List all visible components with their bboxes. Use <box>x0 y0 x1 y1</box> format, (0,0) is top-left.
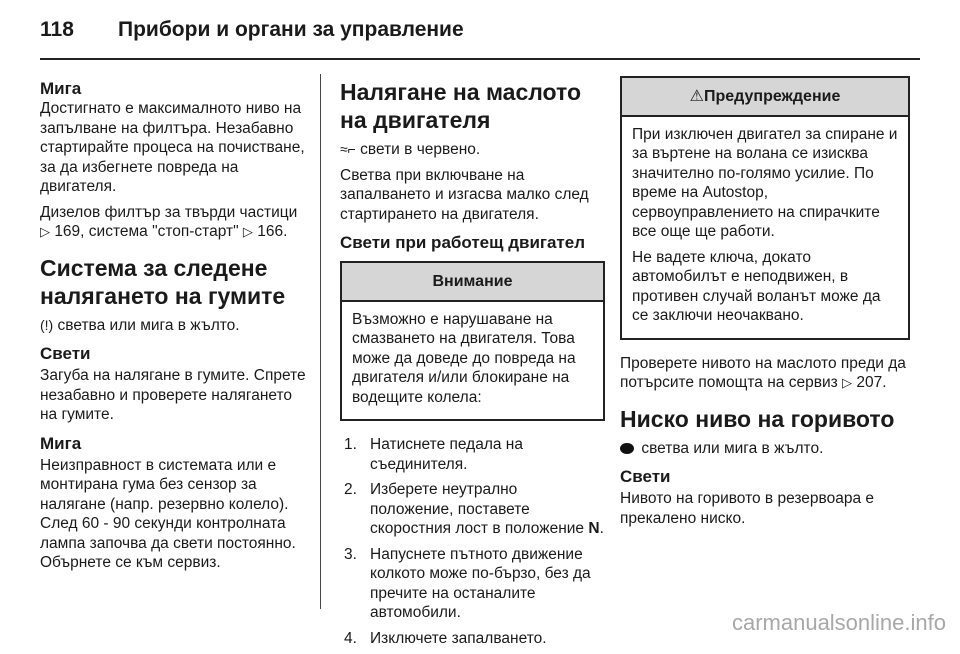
page-ref-arrow-icon: ▷ <box>842 375 853 390</box>
blink2-text: Неизправност в системата или е монтирана гума без сензор за налягане (напр. резервно колело). След 60 - 90 секунди контролната лампа започва да свети постоянно. Обърнете се към сервиз. <box>40 456 296 571</box>
oil-intro: ≈⌐ свети в червено. <box>340 141 481 158</box>
lit-text: Загуба на налягане в гумите. Спрете незабавно и проверете налягането на гумите. <box>40 367 306 423</box>
dpf-reference: Дизелов филтър за твърди частици ▷ 169, система "стоп-старт" ▷ 166. <box>40 203 298 240</box>
list-item: 3. Напуснете пътното движение колкото може по-бързо, без да пречите на останалите автомобили. <box>344 545 591 621</box>
fuel-intro: светва или мига в жълто. <box>620 439 910 459</box>
page-ref-arrow-icon: ▷ <box>242 224 253 239</box>
fuel-indicator-icon <box>620 443 634 454</box>
notice-text: Възможно е нарушаване на смазването на двигателя. Това може да доведе до повреда на двигателя и/или блокиране на водещите колела: <box>352 310 576 406</box>
warning-text-2: Не вадете ключа, докато автомобилът е неподвижен, в противен случай воланът може да се заключи неочаквано. <box>632 248 881 324</box>
page-number: 118 <box>40 18 74 41</box>
page-header <box>40 14 920 60</box>
warning-icon: ⚠ <box>689 88 704 105</box>
fuel-lit-heading: Свети <box>620 467 671 486</box>
list-item: 4. Изключете запалването. <box>344 629 547 647</box>
steps-list <box>340 435 605 648</box>
tpms-heading: Система за следене налягането на гумите <box>40 254 286 309</box>
column-middle <box>340 78 605 654</box>
column-divider <box>320 74 321 609</box>
list-item: 1. Натиснете педала на съединителя. <box>344 436 523 473</box>
tire-pressure-icon: (!) <box>40 316 54 333</box>
blink-heading: Мига <box>40 79 82 98</box>
fuel-heading: Ниско ниво на горивото <box>620 405 895 432</box>
fuel-lit-text: Нивото на горивото в резервоара е прекалено ниско. <box>620 490 875 527</box>
watermark: carmanualsonline.info <box>731 610 946 635</box>
running-heading: Свети при работещ двигател <box>340 233 586 252</box>
oil-heading: Налягане на маслото на двигателя <box>340 79 582 133</box>
blink-text: Достигнато е максималното ниво на запълване на филтъра. Незабавно стартирайте процеса на почистване, за да избегнете повреда на двигателя. <box>40 100 305 195</box>
oil-text: Светва при включване на запалването и изгасва малко след стартирането на двигателя. <box>340 166 589 223</box>
warning-text-1: При изключен двигател за спиране и за въртене на волана се изисква значително по-голямо усилие. По време на Autostop, сервоуправлението на спирачките все още ще работи. <box>632 125 898 240</box>
list-item: 2. Изберете неутрално положение, поставете скоростния лост в положение N. <box>344 481 604 537</box>
oil-can-icon: ≈⌐ <box>340 141 356 157</box>
column-right <box>620 78 910 534</box>
column-left <box>40 78 310 579</box>
warning-title: ⚠Предупреждение <box>622 78 908 117</box>
lit-heading: Свети <box>40 344 91 363</box>
check-oil-text: Проверете нивото на маслото преди да потърсите помощта на сервиз ▷ 207. <box>620 354 906 391</box>
notice-box <box>340 261 605 421</box>
page-title: Прибори и органи за управление <box>118 18 464 41</box>
notice-title: Внимание <box>342 263 603 302</box>
page-ref-arrow-icon: ▷ <box>40 224 50 239</box>
warning-box <box>620 76 910 340</box>
blink2-heading: Мига <box>40 433 82 453</box>
neutral-letter: N <box>588 520 600 537</box>
tpms-intro: (!) светва или мига в жълто. <box>40 316 240 334</box>
